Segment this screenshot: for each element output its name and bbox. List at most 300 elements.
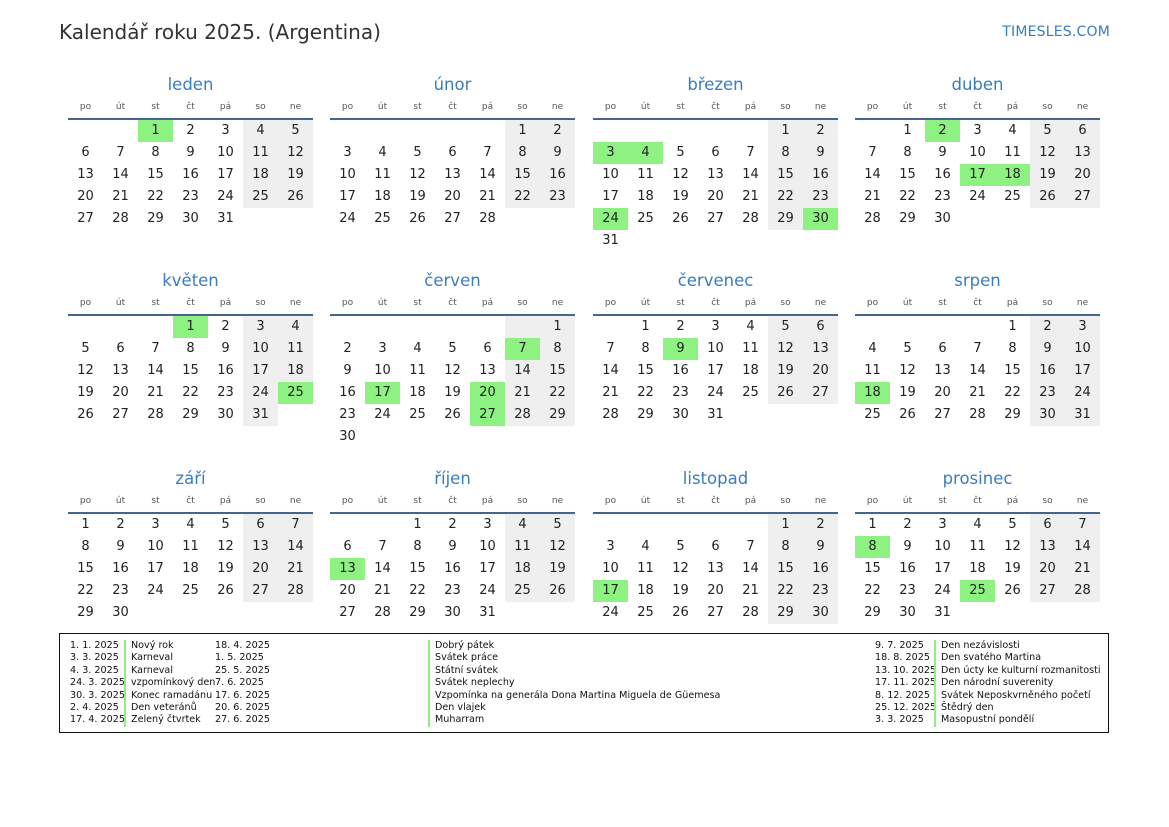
weekday-label: pá [219, 102, 232, 112]
day-cell: 10 [217, 145, 234, 160]
day-grid [855, 514, 1100, 624]
day-cell: 9 [540, 142, 575, 164]
weekday-label: ne [814, 102, 827, 112]
day-cell: 2 [186, 123, 195, 138]
day-grid [593, 316, 838, 426]
day-cell: 6 [803, 316, 838, 338]
day-cell: 27 [77, 211, 94, 226]
day-cell: 29 [77, 605, 94, 620]
day-cell: 26 [540, 580, 575, 602]
day-cell: 23 [339, 407, 356, 422]
day-cell: 27 [707, 211, 724, 226]
day-cell: 4 [186, 517, 195, 532]
day-cell: 13 [77, 167, 94, 182]
day-cell: 5 [1008, 517, 1017, 532]
weekday-label: čt [448, 496, 457, 506]
day-cell: 7 [868, 145, 877, 160]
day-cell: 23 [217, 385, 234, 400]
weekday-label: so [255, 298, 266, 308]
day-cell: 14 [969, 363, 986, 378]
day-cell: 15 [182, 363, 199, 378]
day-cell: 11 [182, 539, 199, 554]
day-cell: 18 [243, 164, 278, 186]
weekday-label: po [79, 496, 92, 506]
day-cell: 20 [803, 360, 838, 382]
day-grid [68, 120, 313, 230]
day-cell: 30 [339, 429, 356, 444]
day-cell: 19 [409, 189, 426, 204]
day-cell: 6 [448, 145, 457, 160]
holiday-day-cell: 13 [330, 558, 365, 580]
weekday-label: po [866, 102, 879, 112]
day-grid [68, 316, 313, 426]
weekday-label: pá [744, 496, 757, 506]
day-cell: 4 [973, 517, 982, 532]
empty-cell [925, 316, 960, 338]
day-cell: 25 [182, 583, 199, 598]
day-cell: 7 [1065, 514, 1100, 536]
empty-cell [68, 316, 103, 338]
month-říjen [330, 469, 575, 624]
weekday-label: út [902, 298, 913, 308]
weekday-label: po [79, 298, 92, 308]
day-cell: 3 [973, 123, 982, 138]
day-cell: 10 [969, 145, 986, 160]
day-cell: 26 [768, 382, 803, 404]
month-name: březen [687, 75, 744, 94]
day-cell: 29 [409, 605, 426, 620]
day-cell: 8 [151, 145, 160, 160]
weekday-header [330, 297, 575, 310]
day-cell: 19 [1004, 561, 1021, 576]
weekday-header [855, 495, 1100, 508]
weekday-label: ne [814, 496, 827, 506]
weekday-label: út [902, 496, 913, 506]
month-srpen [855, 271, 1100, 426]
day-cell: 13 [934, 363, 951, 378]
empty-cell [400, 120, 435, 142]
weekday-label: po [341, 102, 354, 112]
day-cell: 16 [444, 561, 461, 576]
day-cell: 20 [1065, 164, 1100, 186]
legend-holiday-name: Konec ramadánu [124, 690, 215, 702]
month-březen [593, 75, 838, 252]
page-title: Kalendář roku 2025. (Argentina) [59, 20, 381, 44]
weekday-label: pá [744, 102, 757, 112]
day-cell: 15 [409, 561, 426, 576]
empty-cell [960, 316, 995, 338]
holiday-day-cell: 7 [505, 338, 540, 360]
day-cell: 31 [479, 605, 496, 620]
month-červen [330, 271, 575, 448]
weekday-label: st [676, 298, 685, 308]
day-cell: 10 [147, 539, 164, 554]
day-cell: 30 [182, 211, 199, 226]
month-prosinec [855, 469, 1100, 624]
weekday-label: út [640, 102, 651, 112]
month-květen [68, 271, 313, 426]
day-cell: 22 [77, 583, 94, 598]
empty-cell [663, 120, 698, 142]
weekday-label: čt [973, 298, 982, 308]
day-cell: 11 [637, 561, 654, 576]
day-cell: 28 [969, 407, 986, 422]
day-cell: 29 [1004, 407, 1021, 422]
day-cell: 25 [637, 605, 654, 620]
day-cell: 12 [899, 363, 916, 378]
day-cell: 8 [768, 142, 803, 164]
day-cell: 22 [768, 186, 803, 208]
day-cell: 18 [505, 558, 540, 580]
weekday-label: út [377, 102, 388, 112]
month-name: únor [433, 75, 472, 94]
day-cell: 21 [1065, 558, 1100, 580]
day-cell: 12 [409, 167, 426, 182]
holiday-day-cell: 3 [593, 142, 628, 164]
day-cell: 18 [278, 360, 313, 382]
weekday-label: st [938, 298, 947, 308]
weekday-label: čt [186, 102, 195, 112]
day-cell: 24 [934, 583, 951, 598]
day-cell: 15 [505, 164, 540, 186]
day-cell: 15 [864, 561, 881, 576]
day-cell: 18 [637, 583, 654, 598]
weekday-label: ne [289, 102, 302, 112]
legend-holiday-name: Karneval [124, 652, 215, 664]
day-cell: 17 [934, 561, 951, 576]
day-cell: 4 [746, 319, 755, 334]
day-cell: 6 [243, 514, 278, 536]
weekday-label: st [938, 102, 947, 112]
day-cell: 21 [479, 189, 496, 204]
weekday-label: út [377, 496, 388, 506]
day-cell: 21 [278, 558, 313, 580]
weekday-label: ne [289, 298, 302, 308]
day-cell: 16 [899, 561, 916, 576]
legend-holiday-name: Den úcty ke kulturní rozmanitosti [934, 665, 1101, 677]
day-cell: 20 [1030, 558, 1065, 580]
day-cell: 19 [768, 360, 803, 382]
month-červenec [593, 271, 838, 426]
day-cell: 1 [768, 514, 803, 536]
holiday-day-cell: 1 [138, 120, 173, 142]
legend-holiday-name: Den národní suverenity [934, 677, 1101, 689]
day-cell: 6 [1030, 514, 1065, 536]
day-cell: 21 [112, 189, 129, 204]
day-cell: 28 [147, 407, 164, 422]
day-cell: 13 [1065, 142, 1100, 164]
day-cell: 17 [339, 189, 356, 204]
day-cell: 16 [672, 363, 689, 378]
weekday-label: po [604, 298, 617, 308]
empty-cell [855, 120, 890, 142]
day-cell: 23 [899, 583, 916, 598]
day-cell: 20 [77, 189, 94, 204]
legend-date: 18. 8. 2025 [875, 652, 930, 664]
day-cell: 18 [637, 189, 654, 204]
day-cell: 9 [448, 539, 457, 554]
day-cell: 9 [343, 363, 352, 378]
day-cell: 11 [864, 363, 881, 378]
day-cell: 20 [243, 558, 278, 580]
brand-link[interactable]: TIMESLES.COM [1002, 24, 1110, 40]
weekday-header [593, 297, 838, 310]
day-cell: 12 [1004, 539, 1021, 554]
day-cell: 14 [374, 561, 391, 576]
day-cell: 3 [221, 123, 230, 138]
day-cell: 26 [278, 186, 313, 208]
day-cell: 23 [803, 580, 838, 602]
day-cell: 8 [1008, 341, 1017, 356]
day-grid [855, 120, 1100, 230]
month-name: listopad [682, 469, 749, 488]
legend-holiday-name: Svátek neplechy [428, 677, 720, 689]
day-cell: 9 [903, 539, 912, 554]
holiday-day-cell: 25 [278, 382, 313, 404]
weekday-label: st [151, 298, 160, 308]
day-cell: 11 [969, 539, 986, 554]
weekday-label: st [413, 298, 422, 308]
day-cell: 24 [217, 189, 234, 204]
day-cell: 24 [1065, 382, 1100, 404]
day-cell: 14 [278, 536, 313, 558]
legend-holiday-name: Státní svátek [428, 665, 720, 677]
day-cell: 5 [903, 341, 912, 356]
legend-date: 3. 3. 2025 [875, 714, 924, 726]
day-grid [855, 316, 1100, 426]
legend-date: 25. 5. 2025 [215, 664, 270, 676]
weekday-label: st [938, 496, 947, 506]
day-cell: 3 [343, 145, 352, 160]
empty-cell [593, 316, 628, 338]
day-cell: 14 [864, 167, 881, 182]
month-name: leden [167, 75, 214, 94]
day-cell: 15 [77, 561, 94, 576]
legend-holiday-name: Den veteránů [124, 702, 215, 714]
legend-date: 3. 3. 2025 [70, 652, 119, 664]
holiday-day-cell: 25 [960, 580, 995, 602]
day-cell: 9 [186, 145, 195, 160]
empty-cell [698, 120, 733, 142]
day-cell: 20 [112, 385, 129, 400]
weekday-label: po [604, 102, 617, 112]
day-cell: 13 [803, 338, 838, 360]
day-cell: 10 [602, 561, 619, 576]
day-cell: 10 [339, 167, 356, 182]
day-cell: 28 [505, 404, 540, 426]
weekday-label: pá [219, 496, 232, 506]
holiday-day-cell: 18 [995, 164, 1030, 186]
legend-col-2-names [428, 640, 720, 727]
day-cell: 19 [1030, 164, 1065, 186]
day-grid [68, 514, 313, 624]
weekday-label: pá [1006, 298, 1019, 308]
weekday-header [68, 297, 313, 310]
day-cell: 7 [973, 341, 982, 356]
weekday-label: út [377, 298, 388, 308]
weekday-label: po [341, 298, 354, 308]
day-cell: 25 [864, 407, 881, 422]
day-cell: 11 [374, 167, 391, 182]
empty-cell [103, 120, 138, 142]
day-cell: 19 [540, 558, 575, 580]
weekday-label: st [413, 496, 422, 506]
weekday-header [855, 297, 1100, 310]
weekday-label: pá [481, 496, 494, 506]
day-cell: 5 [768, 316, 803, 338]
day-cell: 29 [540, 404, 575, 426]
day-cell: 28 [742, 211, 759, 226]
empty-cell [593, 120, 628, 142]
day-cell: 26 [409, 211, 426, 226]
day-cell: 13 [707, 561, 724, 576]
weekday-label: ne [551, 298, 564, 308]
day-cell: 23 [182, 189, 199, 204]
day-cell: 5 [221, 517, 230, 532]
day-cell: 3 [606, 539, 615, 554]
day-cell: 8 [540, 338, 575, 360]
month-name: říjen [434, 469, 471, 488]
day-cell: 6 [711, 539, 720, 554]
day-cell: 27 [243, 580, 278, 602]
legend-holiday-name: Svátek práce [428, 652, 720, 664]
day-cell: 10 [479, 539, 496, 554]
day-cell: 22 [864, 583, 881, 598]
day-cell: 21 [969, 385, 986, 400]
day-cell: 26 [672, 211, 689, 226]
day-cell: 2 [448, 517, 457, 532]
day-cell: 17 [1065, 360, 1100, 382]
month-name: červen [424, 271, 481, 290]
day-cell: 28 [479, 211, 496, 226]
legend-col-2-dates [215, 640, 270, 727]
day-cell: 8 [768, 536, 803, 558]
day-cell: 24 [479, 583, 496, 598]
day-cell: 12 [672, 561, 689, 576]
legend-date: 27. 6. 2025 [215, 714, 270, 726]
day-cell: 27 [707, 605, 724, 620]
day-cell: 11 [409, 363, 426, 378]
day-cell: 3 [243, 316, 278, 338]
weekday-label: út [902, 102, 913, 112]
day-cell: 25 [742, 385, 759, 400]
day-cell: 10 [707, 341, 724, 356]
legend-date: 20. 6. 2025 [215, 701, 270, 713]
day-cell: 21 [505, 382, 540, 404]
weekday-label: čt [973, 496, 982, 506]
day-cell: 29 [768, 602, 803, 624]
day-cell: 31 [1065, 404, 1100, 426]
weekday-label: čt [711, 496, 720, 506]
day-cell: 21 [742, 189, 759, 204]
holiday-day-cell: 20 [470, 382, 505, 404]
day-cell: 30 [444, 605, 461, 620]
day-cell: 21 [147, 385, 164, 400]
day-cell: 13 [479, 363, 496, 378]
legend-date: 25. 12. 2025 [875, 701, 937, 713]
day-cell: 17 [707, 363, 724, 378]
month-únor [330, 75, 575, 230]
day-cell: 25 [637, 211, 654, 226]
legend-holiday-name: Masopustní pondělí [934, 714, 1101, 726]
day-cell: 23 [803, 186, 838, 208]
empty-cell [103, 316, 138, 338]
empty-cell [505, 316, 540, 338]
day-cell: 2 [343, 341, 352, 356]
empty-cell [365, 120, 400, 142]
day-cell: 26 [672, 605, 689, 620]
day-cell: 24 [969, 189, 986, 204]
day-cell: 30 [672, 407, 689, 422]
day-cell: 14 [112, 167, 129, 182]
day-cell: 13 [243, 536, 278, 558]
day-cell: 24 [602, 605, 619, 620]
legend-date: 17. 6. 2025 [215, 689, 270, 701]
day-cell: 24 [243, 382, 278, 404]
weekday-label: po [866, 298, 879, 308]
day-cell: 9 [803, 536, 838, 558]
weekday-label: po [866, 496, 879, 506]
legend-holiday-name: Svátek Neposkvrněného početí [934, 690, 1101, 702]
weekday-label: po [79, 102, 92, 112]
weekday-label: čt [448, 298, 457, 308]
day-cell: 1 [1008, 319, 1017, 334]
day-cell: 28 [1065, 580, 1100, 602]
day-cell: 7 [278, 514, 313, 536]
day-cell: 3 [711, 319, 720, 334]
day-cell: 24 [339, 211, 356, 226]
weekday-header [855, 101, 1100, 114]
legend-holiday-name: Zelený čtvrtek [124, 714, 215, 726]
day-cell: 31 [934, 605, 951, 620]
day-cell: 30 [217, 407, 234, 422]
day-cell: 12 [77, 363, 94, 378]
month-listopad [593, 469, 838, 624]
weekday-label: čt [973, 102, 982, 112]
day-cell: 6 [116, 341, 125, 356]
day-cell: 7 [483, 145, 492, 160]
weekday-label: so [780, 298, 791, 308]
weekday-label: so [517, 102, 528, 112]
day-cell: 4 [378, 145, 387, 160]
day-cell: 8 [505, 142, 540, 164]
day-cell: 24 [707, 385, 724, 400]
day-cell: 26 [1030, 186, 1065, 208]
holiday-day-cell: 17 [593, 580, 628, 602]
day-grid [330, 120, 575, 230]
legend-holiday-name: Den vlajek [428, 702, 720, 714]
day-cell: 5 [278, 120, 313, 142]
day-cell: 15 [147, 167, 164, 182]
weekday-label: út [640, 298, 651, 308]
day-cell: 12 [540, 536, 575, 558]
legend-holiday-name: Štědrý den [934, 702, 1101, 714]
day-cell: 1 [540, 316, 575, 338]
weekday-label: so [780, 496, 791, 506]
day-cell: 19 [278, 164, 313, 186]
day-cell: 27 [339, 605, 356, 620]
day-cell: 30 [803, 602, 838, 624]
day-cell: 9 [803, 142, 838, 164]
weekday-label: st [676, 496, 685, 506]
day-cell: 5 [1030, 120, 1065, 142]
day-cell: 15 [540, 360, 575, 382]
empty-cell [68, 120, 103, 142]
day-cell: 5 [81, 341, 90, 356]
holiday-day-cell: 24 [593, 208, 628, 230]
day-cell: 30 [899, 605, 916, 620]
day-cell: 16 [339, 385, 356, 400]
